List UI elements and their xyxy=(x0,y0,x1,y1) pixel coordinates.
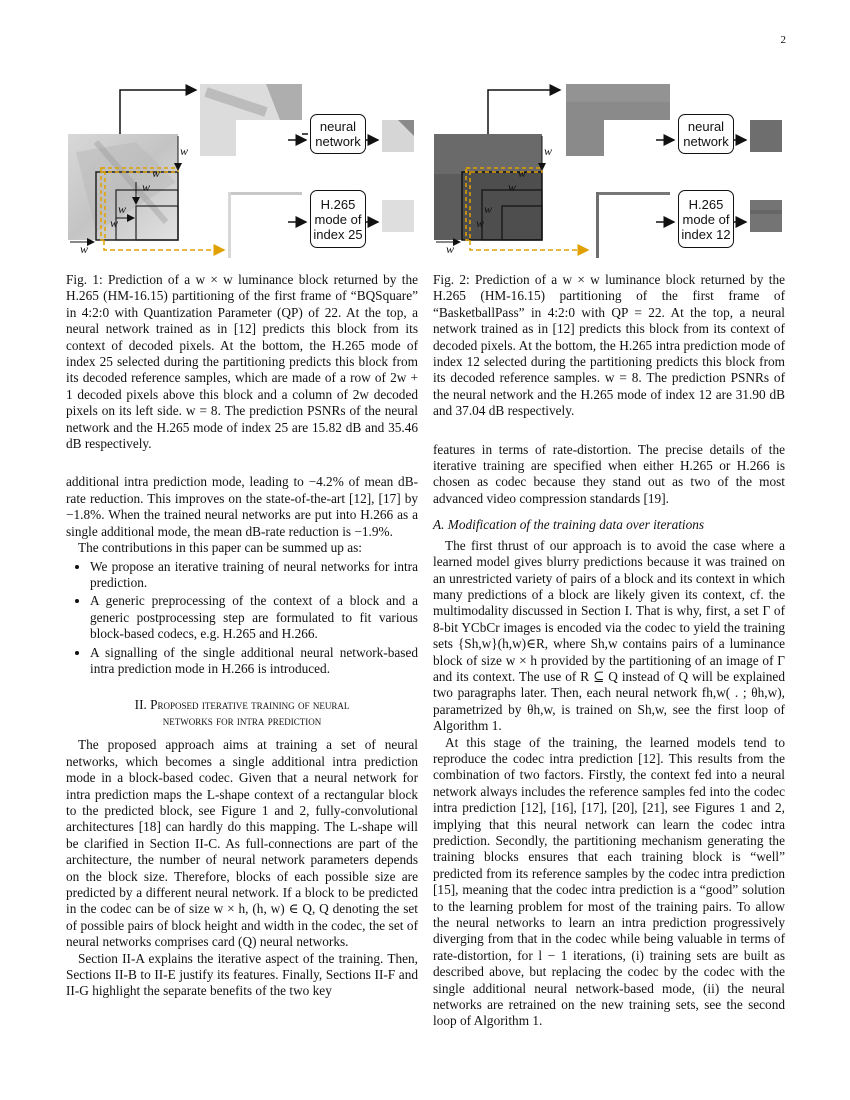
w-label: w xyxy=(476,216,485,230)
w-label: w xyxy=(152,166,161,180)
neural-network-box xyxy=(310,114,366,154)
figure-1 xyxy=(66,82,416,262)
codec-label-line1: H.265 xyxy=(688,196,724,212)
w-label: w xyxy=(518,166,527,180)
left-column xyxy=(66,272,418,1000)
codec-label-line3: index 25 xyxy=(313,226,363,242)
section-title-line2: networks for intra prediction xyxy=(162,713,322,729)
w-label: w xyxy=(446,242,455,256)
section-title-line1: II. Proposed iterative training of neural xyxy=(134,697,350,713)
intro-end-paragraph: additional intra prediction mode, leading to −4.2% of mean dB-rate reduction. This improves on the state-of-the-art [12], [17] by −1.8%. When the trained neural networks are put into H.266 as a single additional mode, the mean dB-rate reduction is −1.9%. xyxy=(66,474,418,539)
sections-paragraph: Section II-A explains the iterative aspect of the training. Then, Sections II-B to II-E justify its features. Finally, Sections II-F and II-G highlight the separate benefits of the two key xyxy=(66,950,418,999)
codec-label-line1: H.265 xyxy=(320,196,356,212)
list-item: • A generic preprocessing of the context of a block and a generic postprocessing step are formulated to fit various block-based codecs, e.g. H.265 and H.266. xyxy=(90,593,418,642)
codec-label-line2: mode of xyxy=(682,211,730,227)
contributions-list xyxy=(66,559,418,678)
features-paragraph: features in terms of rate-distortion. The precise details of the iterative training are specified when either H.265 or H.266 is chosen as codec because they stand out as two of the most advanced video compression standards [19]. xyxy=(433,441,785,506)
w-label: w xyxy=(484,202,493,216)
first-thrust-paragraph: The first thrust of our approach is to avoid the case where a learned model gives blurry predictions because it was trained on an unrestricted variety of pairs of a block and its context in which many predictions of a block are likely given its context, cf. the multimodality discussed in Section I. That is why, first, a set Γ of 8-bit YCbCr images is encoded via the codec to yield the training sets {Sh,w}(h,w)∈R, where Sh,w contains pairs of a luminance block of size w × h provided by the partitioning of an image of Γ and its context. The use of R ⊆ Q instead of Q will be explained two paragraphs later. Then, each neural network fh,w( . ; θh,w), parametrized by θh,w, is trained on Sh,w, see the first loop of Algorithm 1. xyxy=(433,537,785,734)
w-label: w xyxy=(180,144,189,158)
codec-label-line3: index 12 xyxy=(681,226,731,242)
w-label: w xyxy=(80,242,89,256)
list-item: • We propose an iterative training of neural networks for intra prediction. xyxy=(90,559,418,592)
w-label: w xyxy=(118,202,127,216)
w-label: w xyxy=(508,180,517,194)
codec-mode-box xyxy=(678,190,734,248)
figure-2 xyxy=(432,82,784,262)
contributions-intro: The contributions in this paper can be summed up as: xyxy=(78,540,362,556)
right-column xyxy=(433,272,785,1030)
figure-1-caption: Fig. 1: Prediction of a w × w luminance block returned by the H.265 (HM-16.15) partitioning of the first frame of “BQSquare” in 4:2:0 with Quantization Parameter (QP) of 22. At the top, a neural network trained as in [12] predicts this block from its context of decoded pixels. At the bottom, the H.265 mode of index 25 selected during the partitioning predicts this block from its decoded reference samples, which are made of a row of 2w + 1 decoded pixels above this block and a column of 2w decoded pixels on its left side. w = 8. The prediction PSNRs of the neural network and the H.265 mode of index 25 are 15.82 dB and 35.46 dB respectively. xyxy=(66,272,418,452)
page-number: 2 xyxy=(780,34,786,46)
subsection-title: A. Modification of the training data over iterations xyxy=(433,517,705,533)
w-label: w xyxy=(142,180,151,194)
codec-label-line2: mode of xyxy=(314,211,362,227)
neural-network-label: neural network xyxy=(683,119,729,149)
figure-2-caption: Fig. 2: Prediction of a w × w luminance block returned by the H.265 (HM-16.15) partitioning of the first frame of “BasketballPass” in 4:2:0 with QP = 22. At the top, a neural network trained as in [12] predicts this block from its context of decoded pixels. At the bottom, the H.265 intra prediction mode of index 12 selected during the partitioning predicts this block from its decoded reference samples. w = 8. The prediction PSNRs of the neural network and the H.265 mode of index 12 are 31.90 dB and 37.04 dB respectively. xyxy=(433,272,785,419)
section-title xyxy=(66,697,418,729)
codec-mode-box xyxy=(310,190,366,248)
w-label: w xyxy=(110,216,119,230)
neural-network-box xyxy=(678,114,734,154)
neural-network-label: neural network xyxy=(315,119,361,149)
list-item: • A signalling of the single additional neural network-based intra prediction mode in H.266 is introduced. xyxy=(90,645,418,678)
w-label: w xyxy=(544,144,553,158)
approach-paragraph: The proposed approach aims at training a set of neural networks, which becomes a single additional intra prediction mode in a block-based codec. Given that a neural network for intra prediction maps the L-shape context of a rectangular block to the predicted block, see Figure 1 and 2, fully-convolutional architectures [18] can hardly do this mapping. The L-shape will be clarified in Section II-C. As full-connections are part of the architecture, the number of neural network parameters depends on the block size. Therefore, blocks of each possible size are predicted by a different neural network. If a block to be predicted in the codec can be of size w × h, (h, w) ∈ Q, Q denoting the set of possible pairs of block height and width in the codec, the set of neural networks comprises card (Q) neural networks. xyxy=(66,737,418,950)
training-stage-paragraph: At this stage of the training, the learned models tend to reproduce the codec intra prediction [12]. This results from the combination of two factors. Firstly, the context fed into a neural network always includes the reference samples fed into the codec intra prediction [12], [16], [17], [20], [21], see Figures 1 and 2, implying that this neural network can learn the codec intra prediction. Secondly, the partitioning mechanism generating the training blocks ensures that each training block is “well” predicted from its reference samples by the codec intra prediction [15], meaning that the codec intra prediction is a “good” solution to the learning problem for most of the training pairs. To allow the neural networks to learn an intra prediction progressively diverging from that in the codec while being valuable in terms of rate-distortion, for l − 1 iterations, (i) training sets are built as described above, but replacing the codec by the codec with the single additional neural network-based mode, (ii) the neural networks are retrained on the new training sets, see the second loop of Algorithm 1. xyxy=(433,734,785,1029)
